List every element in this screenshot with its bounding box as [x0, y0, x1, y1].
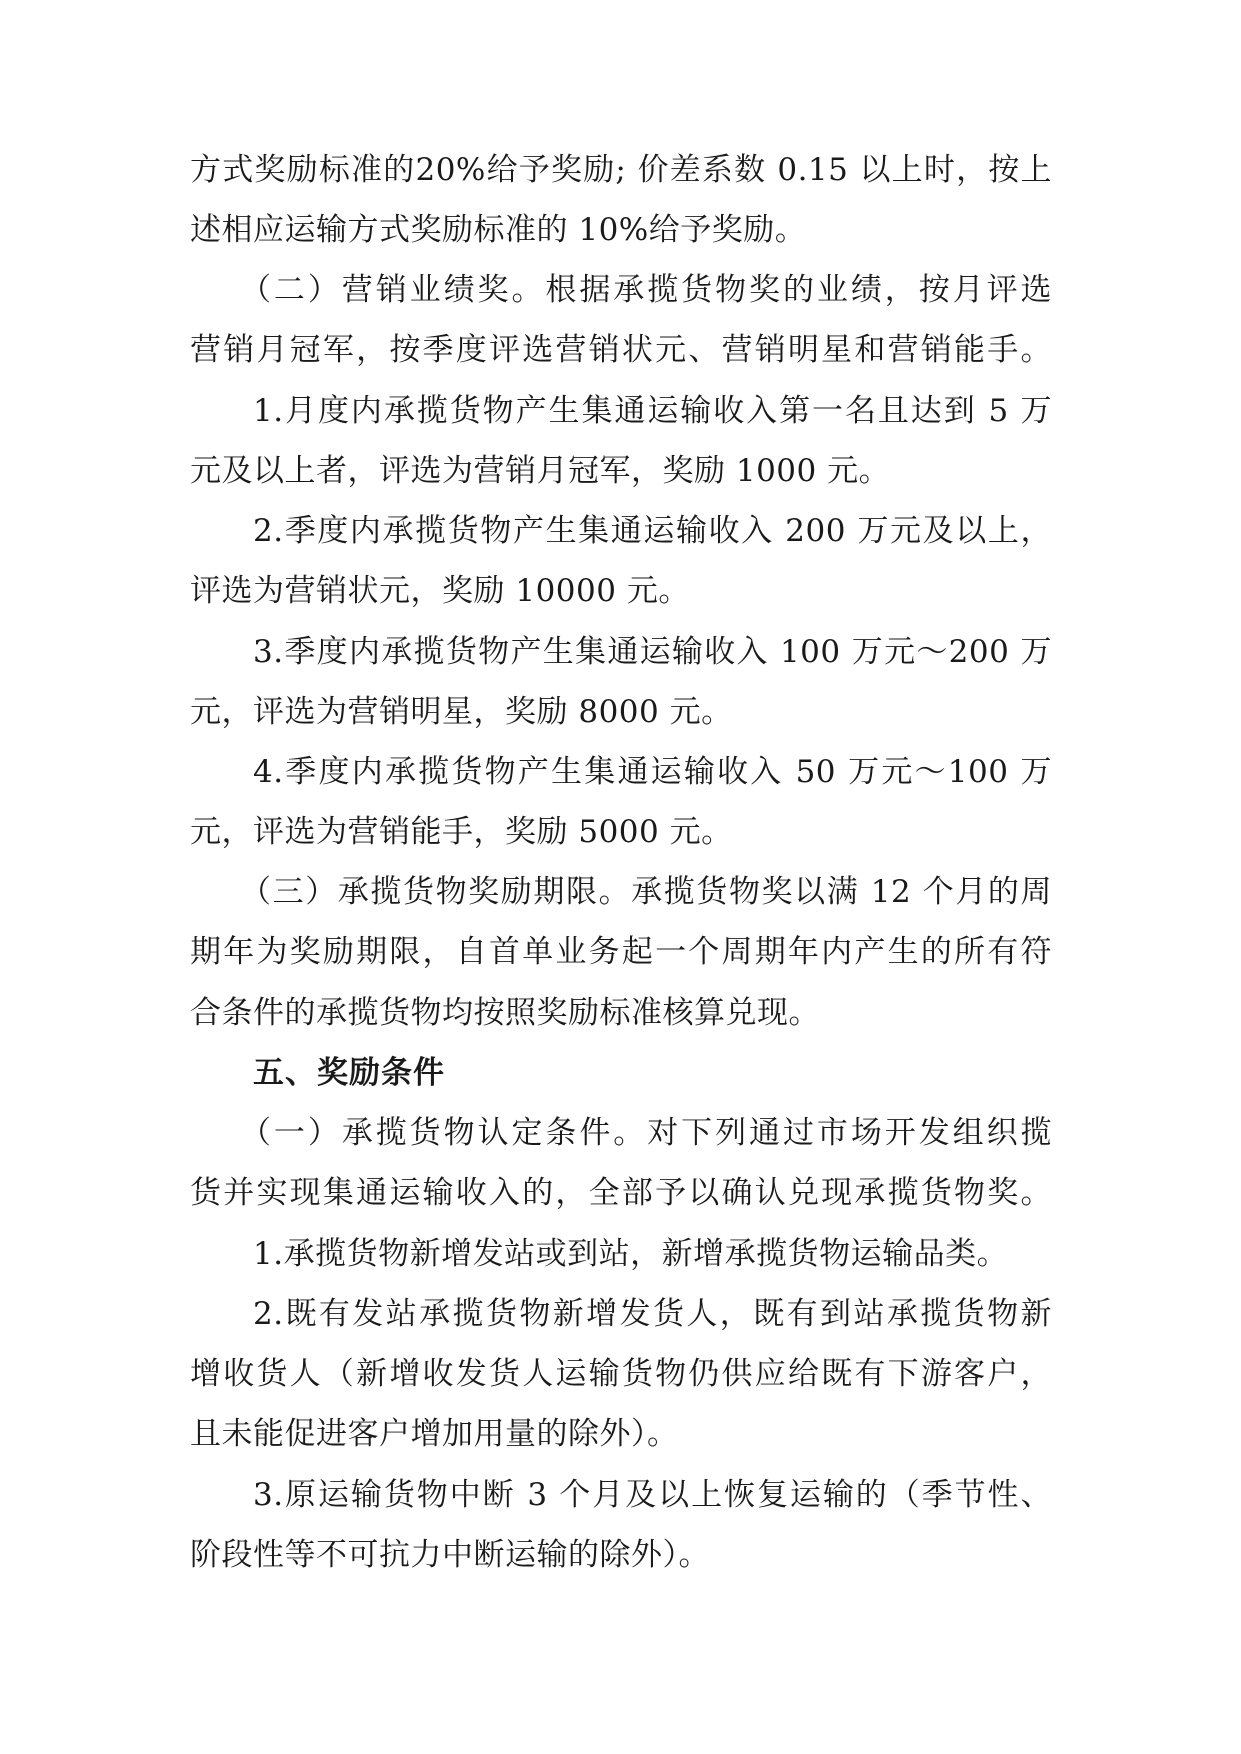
paragraph-line: 阶段性等不可抗力中断运输的除外）。 — [190, 1537, 710, 1573]
list-item-line: 1.承揽货物新增发站或到站，新增承揽货物运输品类。 — [253, 1236, 1009, 1272]
paragraph-line: 元，评选为营销明星，奖励 8000 元。 — [190, 694, 733, 730]
list-item-line: 4.季度内承揽货物产生集通运输收入 50 万元～100 万 — [253, 754, 1052, 790]
paragraph-line: 评选为营销状元，奖励 10000 元。 — [190, 573, 690, 609]
section-title-line: （二）营销业绩奖。根据承揽货物奖的业绩，按月评选 — [240, 272, 1052, 308]
list-item-line: 2.既有发站承揽货物新增发货人，既有到站承揽货物新 — [253, 1296, 1052, 1332]
chapter-heading: 五、奖励条件 — [253, 1055, 445, 1091]
paragraph-line: 述相应运输方式奖励标准的 10%给予奖励。 — [190, 212, 807, 248]
section-title-line: （三）承揽货物奖励期限。承揽货物奖以满 12 个月的周 — [240, 874, 1052, 910]
paragraph-line: 合条件的承揽货物均按照奖励标准核算兑现。 — [190, 995, 820, 1031]
list-item-line: 3.原运输货物中断 3 个月及以上恢复运输的（季节性、 — [253, 1477, 1052, 1513]
paragraph-line: 方式奖励标准的20%给予奖励; 价差系数 0.15 以上时，按上 — [190, 152, 1052, 188]
paragraph-line: 营销月冠军，按季度评选营销状元、营销明星和营销能手。 — [190, 332, 1052, 368]
list-item-line: 1.月度内承揽货物产生集通运输收入第一名且达到 5 万 — [253, 393, 1052, 429]
paragraph-line: 货并实现集通运输收入的，全部予以确认兑现承揽货物奖。 — [190, 1175, 1052, 1211]
paragraph-line: 且未能促进客户增加用量的除外）。 — [190, 1416, 679, 1452]
paragraph-line: 期年为奖励期限，自首单业务起一个周期年内产生的所有符 — [190, 934, 1052, 970]
paragraph-line: 元及以上者，评选为营销月冠军，奖励 1000 元。 — [190, 453, 891, 489]
list-item-line: 3.季度内承揽货物产生集通运输收入 100 万元～200 万 — [253, 634, 1052, 670]
section-title-line: （一）承揽货物认定条件。对下列通过市场开发组织揽 — [240, 1115, 1052, 1151]
paragraph-line: 元，评选为营销能手，奖励 5000 元。 — [190, 814, 733, 850]
paragraph-line: 增收货人（新增收发货人运输货物仍供应给既有下游客户， — [190, 1356, 1052, 1392]
list-item-line: 2.季度内承揽货物产生集通运输收入 200 万元及以上， — [253, 513, 1052, 549]
